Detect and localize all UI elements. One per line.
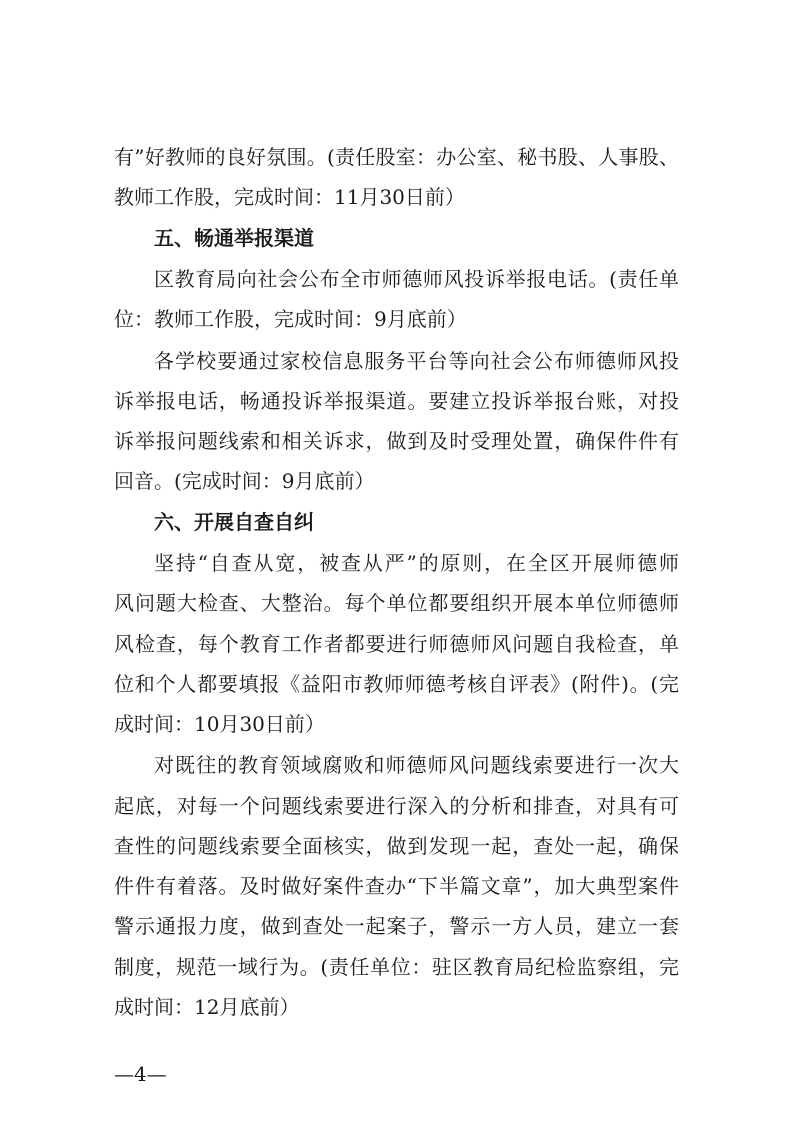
text-line: 查性的问题线索要全面核实，做到发现一起，查处一起，确保 (114, 834, 679, 858)
text-line: 成时间：10月30日前） (114, 712, 325, 736)
text-line: 坚持“自查从宽，被查从严”的原则，在全区开展师德师 (154, 551, 679, 575)
text-line: 诉举报电话，畅通投诉举报渠道。要建立投诉举报台账，对投 (114, 389, 679, 413)
text-line: 诉举报问题线索和相关诉求，做到及时受理处置，确保件件有 (114, 429, 679, 453)
text-line: 有”好教师的良好氛围。(责任股室：办公室、秘书股、人事股、 (114, 145, 679, 169)
text-line: 教师工作股，完成时间：11月30日前） (114, 185, 465, 209)
text-line: 件件有着落。及时做好案件查办“下半篇文章”，加大典型案件 (114, 874, 679, 898)
text-line: 回音。(完成时间：9月底前） (114, 469, 375, 493)
text-line: 制度，规范一域行为。(责任单位：驻区教育局纪检监察组，完 (114, 955, 679, 979)
page-number: —4— (114, 1062, 167, 1086)
text-line: 位和个人都要填报《益阳市教师师德考核自评表》(附件)。(完 (114, 672, 679, 696)
text-line: 成时间：12月底前） (114, 995, 300, 1019)
text-line: 对既往的教育领域腐败和师德师风问题线索要进行一次大 (154, 753, 679, 777)
section-heading: 六、开展自查自纠 (154, 510, 314, 534)
text-line: 各学校要通过家校信息服务平台等向社会公布师德师风投 (154, 349, 679, 373)
text-line: 区教育局向社会公布全市师德师风投诉举报电话。(责任单 (154, 267, 679, 291)
text-line: 风检查，每个教育工作者都要进行师德师风问题自我检查，单 (114, 632, 679, 656)
text-line: 位：教师工作股，完成时间：9月底前） (114, 307, 467, 331)
text-line: 起底，对每一个问题线索要进行深入的分析和排查，对具有可 (114, 794, 679, 818)
text-line: 警示通报力度，做到查处一起案子，警示一方人员，建立一套 (114, 914, 679, 938)
section-heading: 五、畅通举报渠道 (154, 226, 314, 250)
text-line: 风问题大检查、大整治。每个单位都要组织开展本单位师德师 (114, 591, 679, 615)
